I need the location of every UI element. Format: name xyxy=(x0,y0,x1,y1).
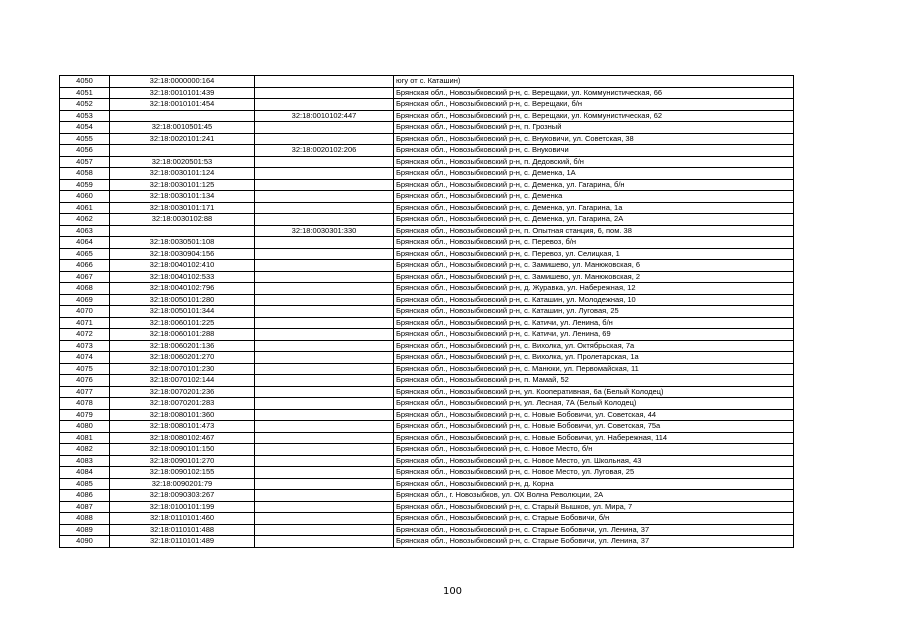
row-number-cell: 4087 xyxy=(60,501,110,513)
cadastral-number-alt-cell xyxy=(255,99,394,111)
address-cell: Брянская обл., Новозыбковский р-н, с. Внуковичи xyxy=(394,145,794,157)
row-number-cell: 4073 xyxy=(60,340,110,352)
table-row xyxy=(60,283,794,295)
row-number-cell: 4079 xyxy=(60,409,110,421)
row-number-cell: 4058 xyxy=(60,168,110,180)
row-number-cell: 4078 xyxy=(60,398,110,410)
address-cell: Брянская обл., Новозыбковский р-н, д. Корна xyxy=(394,478,794,490)
address-cell: Брянская обл., г. Новозыбков, ул. ОХ Волна Революции, 2А xyxy=(394,490,794,502)
table-row xyxy=(60,87,794,99)
cadastral-number-cell: 32:18:0090201:79 xyxy=(110,478,255,490)
cadastral-number-alt-cell xyxy=(255,168,394,180)
row-number-cell: 4083 xyxy=(60,455,110,467)
address-cell: югу от с. Каташин) xyxy=(394,76,794,88)
address-cell: Брянская обл., Новозыбковский р-н, п. Грозный xyxy=(394,122,794,134)
cadastral-number-alt-cell xyxy=(255,214,394,226)
cadastral-number-alt-cell xyxy=(255,294,394,306)
address-cell: Брянская обл., Новозыбковский р-н, с. Манюки, ул. Первомайская, 11 xyxy=(394,363,794,375)
row-number-cell: 4061 xyxy=(60,202,110,214)
table-row xyxy=(60,179,794,191)
cadastral-number-cell: 32:18:0040102:410 xyxy=(110,260,255,272)
cadastral-number-cell xyxy=(110,145,255,157)
table-row xyxy=(60,237,794,249)
cadastral-number-cell: 32:18:0080101:360 xyxy=(110,409,255,421)
cadastral-number-alt-cell xyxy=(255,363,394,375)
cadastral-number-cell: 32:18:0030101:134 xyxy=(110,191,255,203)
cadastral-number-alt-cell xyxy=(255,260,394,272)
cadastral-number-cell: 32:18:0080101:473 xyxy=(110,421,255,433)
register-table-body xyxy=(60,76,794,548)
address-cell: Брянская обл., Новозыбковский р-н, с. Деменка, 1А xyxy=(394,168,794,180)
cadastral-number-cell: 32:18:0020501:53 xyxy=(110,156,255,168)
cadastral-number-cell: 32:18:0010101:439 xyxy=(110,87,255,99)
row-number-cell: 4089 xyxy=(60,524,110,536)
cadastral-number-cell: 32:18:0070102:144 xyxy=(110,375,255,387)
address-cell: Брянская обл., Новозыбковский р-н, с. Старый Вышков, ул. Мира, 7 xyxy=(394,501,794,513)
row-number-cell: 4064 xyxy=(60,237,110,249)
cadastral-number-cell: 32:18:0060101:288 xyxy=(110,329,255,341)
cadastral-number-alt-cell xyxy=(255,375,394,387)
row-number-cell: 4067 xyxy=(60,271,110,283)
table-row xyxy=(60,76,794,88)
address-cell: Брянская обл., Новозыбковский р-н, п. Дедовский, б/н xyxy=(394,156,794,168)
cadastral-number-cell: 32:18:0110101:460 xyxy=(110,513,255,525)
row-number-cell: 4055 xyxy=(60,133,110,145)
address-cell: Брянская обл., Новозыбковский р-н, ул. Лесная, 7А (Белый Колодец) xyxy=(394,398,794,410)
row-number-cell: 4062 xyxy=(60,214,110,226)
table-row xyxy=(60,467,794,479)
address-cell: Брянская обл., Новозыбковский р-н, с. Деменка, ул. Гагарина, 1а xyxy=(394,202,794,214)
cadastral-number-alt-cell xyxy=(255,271,394,283)
row-number-cell: 4082 xyxy=(60,444,110,456)
cadastral-number-alt-cell xyxy=(255,398,394,410)
address-cell: Брянская обл., Новозыбковский р-н, с. Замишево, ул. Манюковская, 2 xyxy=(394,271,794,283)
cadastral-number-alt-cell: 32:18:0030301:330 xyxy=(255,225,394,237)
address-cell: Брянская обл., Новозыбковский р-н, с. Деменка, ул. Гагарина, б/н xyxy=(394,179,794,191)
cadastral-number-alt-cell xyxy=(255,202,394,214)
table-row xyxy=(60,99,794,111)
cadastral-number-alt-cell xyxy=(255,490,394,502)
address-cell: Брянская обл., Новозыбковский р-н, с. Перевоз, б/н xyxy=(394,237,794,249)
table-row xyxy=(60,409,794,421)
address-cell: Брянская обл., Новозыбковский р-н, с. Катичи, ул. Ленина, б/н xyxy=(394,317,794,329)
cadastral-number-alt-cell xyxy=(255,386,394,398)
row-number-cell: 4072 xyxy=(60,329,110,341)
address-cell: Брянская обл., Новозыбковский р-н, с. Старые Бобовичи, ул. Ленина, 37 xyxy=(394,524,794,536)
address-cell: Брянская обл., Новозыбковский р-н, с. Верещаки, ул. Коммунистическая, 62 xyxy=(394,110,794,122)
cadastral-number-cell xyxy=(110,225,255,237)
cadastral-number-alt-cell xyxy=(255,421,394,433)
row-number-cell: 4052 xyxy=(60,99,110,111)
table-row xyxy=(60,133,794,145)
cadastral-number-alt-cell xyxy=(255,478,394,490)
cadastral-number-alt-cell xyxy=(255,87,394,99)
cadastral-number-cell: 32:18:0090102:155 xyxy=(110,467,255,479)
table-row xyxy=(60,536,794,548)
cadastral-number-cell: 32:18:0110101:488 xyxy=(110,524,255,536)
cadastral-number-cell: 32:18:0010101:454 xyxy=(110,99,255,111)
row-number-cell: 4090 xyxy=(60,536,110,548)
cadastral-number-alt-cell xyxy=(255,352,394,364)
table-row xyxy=(60,340,794,352)
table-row xyxy=(60,214,794,226)
cadastral-number-alt-cell xyxy=(255,283,394,295)
address-cell: Брянская обл., Новозыбковский р-н, с. Вихолка, ул. Пролетарская, 1а xyxy=(394,352,794,364)
address-cell: Брянская обл., Новозыбковский р-н, с. Внуковичи, ул. Советская, 38 xyxy=(394,133,794,145)
address-cell: Брянская обл., Новозыбковский р-н, ул. Кооперативная, 6а (Белый Колодец) xyxy=(394,386,794,398)
table-row xyxy=(60,110,794,122)
page-number: 100 xyxy=(442,586,463,597)
address-cell: Брянская обл., Новозыбковский р-н, с. Перевоз, ул. Селицкая, 1 xyxy=(394,248,794,260)
row-number-cell: 4060 xyxy=(60,191,110,203)
row-number-cell: 4054 xyxy=(60,122,110,134)
address-cell: Брянская обл., Новозыбковский р-н, с. Деменка, ул. Гагарина, 2А xyxy=(394,214,794,226)
address-cell: Брянская обл., Новозыбковский р-н, с. Новые Бобовичи, ул. Советская, 44 xyxy=(394,409,794,421)
row-number-cell: 4077 xyxy=(60,386,110,398)
cadastral-number-cell: 32:18:0030101:171 xyxy=(110,202,255,214)
cadastral-number-cell: 32:18:0030501:108 xyxy=(110,237,255,249)
table-row xyxy=(60,352,794,364)
cadastral-number-alt-cell xyxy=(255,133,394,145)
row-number-cell: 4084 xyxy=(60,467,110,479)
address-cell: Брянская обл., Новозыбковский р-н, с. Каташин, ул. Луговая, 25 xyxy=(394,306,794,318)
address-cell: Брянская обл., Новозыбковский р-н, с. Старые Бобовичи, ул. Ленина, 37 xyxy=(394,536,794,548)
cadastral-number-cell: 32:18:0070201:283 xyxy=(110,398,255,410)
table-row xyxy=(60,168,794,180)
row-number-cell: 4086 xyxy=(60,490,110,502)
table-row xyxy=(60,191,794,203)
table-row xyxy=(60,202,794,214)
property-register-table xyxy=(59,75,794,548)
cadastral-number-cell: 32:18:0090303:267 xyxy=(110,490,255,502)
cadastral-number-cell: 32:18:0060201:136 xyxy=(110,340,255,352)
row-number-cell: 4075 xyxy=(60,363,110,375)
row-number-cell: 4068 xyxy=(60,283,110,295)
cadastral-number-cell: 32:18:0040102:796 xyxy=(110,283,255,295)
table-row xyxy=(60,501,794,513)
cadastral-number-cell: 32:18:0030904:156 xyxy=(110,248,255,260)
cadastral-number-alt-cell xyxy=(255,317,394,329)
row-number-cell: 4070 xyxy=(60,306,110,318)
row-number-cell: 4069 xyxy=(60,294,110,306)
cadastral-number-alt-cell xyxy=(255,191,394,203)
table-row xyxy=(60,248,794,260)
cadastral-number-alt-cell xyxy=(255,409,394,421)
cadastral-number-alt-cell xyxy=(255,76,394,88)
address-cell: Брянская обл., Новозыбковский р-н, п. Опытная станция, 6, пом. 38 xyxy=(394,225,794,237)
cadastral-number-alt-cell xyxy=(255,329,394,341)
table-row xyxy=(60,306,794,318)
cadastral-number-cell: 32:18:0000000:164 xyxy=(110,76,255,88)
address-cell: Брянская обл., Новозыбковский р-н, с. Верещаки, б/н xyxy=(394,99,794,111)
table-row xyxy=(60,260,794,272)
cadastral-number-alt-cell xyxy=(255,444,394,456)
cadastral-number-cell: 32:18:0050101:280 xyxy=(110,294,255,306)
row-number-cell: 4088 xyxy=(60,513,110,525)
cadastral-number-cell: 32:18:0080102:467 xyxy=(110,432,255,444)
address-cell: Брянская обл., Новозыбковский р-н, с. Новое Место, ул. Школьная, 43 xyxy=(394,455,794,467)
table-row xyxy=(60,271,794,283)
cadastral-number-alt-cell xyxy=(255,237,394,249)
row-number-cell: 4081 xyxy=(60,432,110,444)
address-cell: Брянская обл., Новозыбковский р-н, с. Катичи, ул. Ленина, 69 xyxy=(394,329,794,341)
row-number-cell: 4065 xyxy=(60,248,110,260)
address-cell: Брянская обл., Новозыбковский р-н, с. Вихолка, ул. Октябрьская, 7а xyxy=(394,340,794,352)
address-cell: Брянская обл., Новозыбковский р-н, с. Старые Бобовичи, б/н xyxy=(394,513,794,525)
cadastral-number-alt-cell xyxy=(255,513,394,525)
cadastral-number-cell xyxy=(110,110,255,122)
table-row xyxy=(60,363,794,375)
cadastral-number-cell: 32:18:0060201:270 xyxy=(110,352,255,364)
table-row xyxy=(60,490,794,502)
cadastral-number-alt-cell xyxy=(255,340,394,352)
table-row xyxy=(60,317,794,329)
cadastral-number-alt-cell xyxy=(255,524,394,536)
address-cell: Брянская обл., Новозыбковский р-н, с. Новое Место, ул. Луговая, 25 xyxy=(394,467,794,479)
table-row xyxy=(60,122,794,134)
cadastral-number-alt-cell xyxy=(255,467,394,479)
table-row xyxy=(60,375,794,387)
cadastral-number-alt-cell xyxy=(255,122,394,134)
cadastral-number-alt-cell xyxy=(255,501,394,513)
cadastral-number-alt-cell xyxy=(255,156,394,168)
cadastral-number-cell: 32:18:0090101:150 xyxy=(110,444,255,456)
cadastral-number-alt-cell xyxy=(255,306,394,318)
row-number-cell: 4050 xyxy=(60,76,110,88)
cadastral-number-cell: 32:18:0010501:45 xyxy=(110,122,255,134)
table-row xyxy=(60,444,794,456)
address-cell: Брянская обл., Новозыбковский р-н, с. Новое Место, б/н xyxy=(394,444,794,456)
table-row xyxy=(60,478,794,490)
cadastral-number-alt-cell xyxy=(255,432,394,444)
cadastral-number-alt-cell xyxy=(255,179,394,191)
cadastral-number-alt-cell: 32:18:0010102:447 xyxy=(255,110,394,122)
table-row xyxy=(60,386,794,398)
table-row xyxy=(60,524,794,536)
cadastral-number-alt-cell xyxy=(255,455,394,467)
table-row xyxy=(60,156,794,168)
cadastral-number-alt-cell xyxy=(255,248,394,260)
row-number-cell: 4085 xyxy=(60,478,110,490)
address-cell: Брянская обл., Новозыбковский р-н, с. Новые Бобовичи, ул. Набережная, 114 xyxy=(394,432,794,444)
cadastral-number-cell: 32:18:0030101:125 xyxy=(110,179,255,191)
address-cell: Брянская обл., Новозыбковский р-н, с. Замишево, ул. Манюковская, 6 xyxy=(394,260,794,272)
row-number-cell: 4071 xyxy=(60,317,110,329)
table-row xyxy=(60,145,794,157)
row-number-cell: 4057 xyxy=(60,156,110,168)
row-number-cell: 4063 xyxy=(60,225,110,237)
cadastral-number-alt-cell: 32:18:0020102:206 xyxy=(255,145,394,157)
cadastral-number-cell: 32:18:0070101:230 xyxy=(110,363,255,375)
cadastral-number-cell: 32:18:0090101:270 xyxy=(110,455,255,467)
table-row xyxy=(60,225,794,237)
address-cell: Брянская обл., Новозыбковский р-н, с. Каташин, ул. Молодежная, 10 xyxy=(394,294,794,306)
address-cell: Брянская обл., Новозыбковский р-н, п. Мамай, 52 xyxy=(394,375,794,387)
row-number-cell: 4053 xyxy=(60,110,110,122)
cadastral-number-cell: 32:18:0050101:344 xyxy=(110,306,255,318)
cadastral-number-cell: 32:18:0100101:199 xyxy=(110,501,255,513)
cadastral-number-cell: 32:18:0030102:88 xyxy=(110,214,255,226)
cadastral-number-cell: 32:18:0040102:533 xyxy=(110,271,255,283)
row-number-cell: 4080 xyxy=(60,421,110,433)
row-number-cell: 4056 xyxy=(60,145,110,157)
cadastral-number-cell: 32:18:0030101:124 xyxy=(110,168,255,180)
address-cell: Брянская обл., Новозыбковский р-н, с. Деменка xyxy=(394,191,794,203)
row-number-cell: 4051 xyxy=(60,87,110,99)
cadastral-number-cell: 32:18:0060101:225 xyxy=(110,317,255,329)
cadastral-number-alt-cell xyxy=(255,536,394,548)
table-row xyxy=(60,432,794,444)
cadastral-number-cell: 32:18:0070201:236 xyxy=(110,386,255,398)
cadastral-number-cell: 32:18:0020101:241 xyxy=(110,133,255,145)
table-row xyxy=(60,398,794,410)
table-row xyxy=(60,421,794,433)
table-row xyxy=(60,513,794,525)
row-number-cell: 4076 xyxy=(60,375,110,387)
table-row xyxy=(60,329,794,341)
cadastral-number-cell: 32:18:0110101:489 xyxy=(110,536,255,548)
row-number-cell: 4059 xyxy=(60,179,110,191)
address-cell: Брянская обл., Новозыбковский р-н, д. Журавка, ул. Набережная, 12 xyxy=(394,283,794,295)
row-number-cell: 4066 xyxy=(60,260,110,272)
table-row xyxy=(60,455,794,467)
table-row xyxy=(60,294,794,306)
address-cell: Брянская обл., Новозыбковский р-н, с. Новые Бобовичи, ул. Советская, 75а xyxy=(394,421,794,433)
row-number-cell: 4074 xyxy=(60,352,110,364)
address-cell: Брянская обл., Новозыбковский р-н, с. Верещаки, ул. Коммунистическая, 66 xyxy=(394,87,794,99)
